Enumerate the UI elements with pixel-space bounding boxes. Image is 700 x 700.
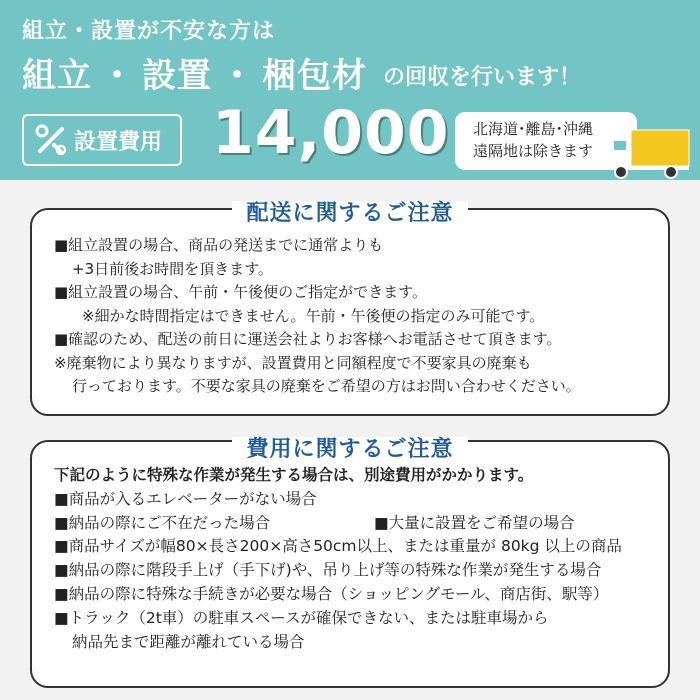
- cost-item-row: [54, 512, 654, 536]
- cost-item: ■商品サイズが幅80×長さ200×高さ50cm以上、または重量が 80kg 以上の商品: [54, 537, 622, 556]
- notice-line: ※細かな時間指定はできません。午前・午後便の指定のみ可能です。: [82, 306, 545, 325]
- truck-icon: [605, 128, 691, 180]
- cost-item: ■大量に設置をご希望の場合: [374, 513, 575, 532]
- header-banner: [0, 0, 700, 180]
- notice-line: ※廃棄物により異なりますが、設置費用と同額程度で不要家具の廃棄も: [54, 353, 532, 372]
- notice-line: ■組立設置の場合、午前・午後便のご指定ができます。: [54, 283, 427, 301]
- cost-item: ■商品が入るエレベーターがない場合: [54, 489, 317, 508]
- notice-line: 行っております。不要な家具の廃棄をご希望の方はお問い合わせください。: [72, 377, 581, 395]
- cost-notice-intro: 下記のように特殊な作業が発生する場合は、別途費用がかかります。: [54, 466, 534, 484]
- keyword-installation: 設置: [142, 56, 212, 96]
- delivery-notice-box: [30, 201, 670, 416]
- cost-item: 納品先まで距離が離れている場合: [72, 632, 305, 651]
- cost-notice-title: 費用に関するご注意: [232, 437, 467, 462]
- note-line: 北海道･離島･沖縄: [473, 120, 594, 138]
- cost-item: ■トラック（2t車）の駐車スペースが確保できない、または駐車場から: [54, 608, 549, 627]
- banner-lead-text: 組立・設置が不安な方は: [22, 19, 276, 44]
- cost-item: ■納品の際にご不在だった場合: [54, 513, 271, 532]
- keyword-assembly: 組立: [22, 56, 92, 96]
- wrench-icon: [34, 123, 68, 157]
- notice-line: ■組立設置の場合、商品の発送までに通常よりも: [54, 236, 384, 254]
- cost-notice-box: [30, 437, 670, 688]
- installation-fee-badge: [22, 114, 182, 166]
- banner-headline: [22, 48, 581, 97]
- price: [212, 98, 484, 168]
- separator-dot: ・: [220, 56, 254, 96]
- separator-dot: ・: [100, 56, 134, 96]
- notice-line: ■確認のため、配送の前日に運送会社よりお客様へお電話させて頂きます。: [54, 330, 562, 348]
- badge-label: 設置費用: [74, 129, 163, 155]
- delivery-notice-title: 配送に関するご注意: [232, 201, 467, 226]
- cost-item: ■納品の際に特殊な手続きが必要な場合（ショッピングモール、商店街、駅等）: [54, 584, 609, 603]
- price-amount: 14,000: [212, 98, 450, 168]
- notice-line: +3日前後お時間を頂きます。: [72, 259, 273, 278]
- banner-headline-rest: の回収を行います！: [383, 65, 582, 90]
- keyword-packing-material: 梱包材: [262, 56, 367, 96]
- cost-item: ■納品の際に階段手上げ（手下げ)や、吊り上げ等の特殊な作業が発生する場合: [54, 561, 602, 580]
- note-line: 遠隔地は除きます: [473, 142, 594, 160]
